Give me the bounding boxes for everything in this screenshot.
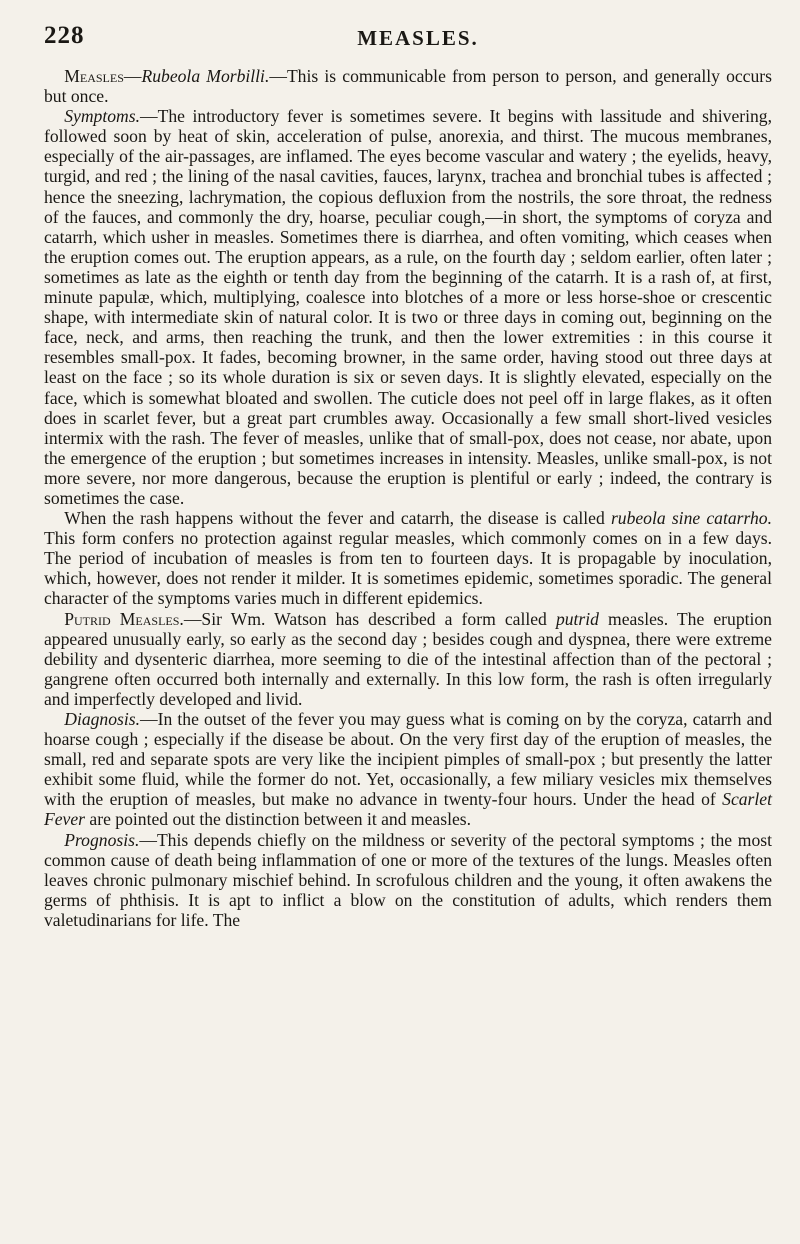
paragraph-text: —In the outset of the fever you may guess what is coming on by the coryza, catarrh and hoarse cough ; especially if the disease be about. On the very first day of the eruption of measles, the small, red and separate spots are very like the incipient pimples of small-pox ; but presently the latter exhibit some fluid, while the former do not. Yet, occasionally, a few miliary vesicles mix themselves with the eruption of measles, but make no advance in twenty-four hours. Under the head of: [44, 709, 772, 810]
paragraph-diagnosis: [44, 709, 772, 830]
paragraph-text: —The introductory fever is sometimes severe. It begins with lassitude and shivering, followed soon by heat of skin, acceleration of pulse, anorexia, and thirst. The mucous membranes, especially of the air-passages, are inflamed. The eyes become vascular and watery ; the eyelids, heavy, turgid, and red ; the lining of the nasal cavities, fauces, larynx, trachea and bronchial tubes is affected ; hence the sneezing, lachrymation, the copious defluxion from the nostrils, the sore throat, the redness of the fauces, and commonly the dry, hoarse, peculiar cough,—in short, the symptoms of coryza and catarrh, which usher in measles. Sometimes there is diarrhea, and often vomiting, which ceases when the eruption comes out. The eruption appears, as a rule, on the fourth day ; seldom earlier, often later ; sometimes as late as the eighth or tenth day from the beginning of the catarrh. It is a rash of, at first, minute papulæ, which, multiplying, coalesce into blotches of a more or less horse-shoe or crescentic shape, with intermediate skin of natural color. It is two or three days in coming out, beginning on the face, neck, and arms, then reaching the trunk, and then the lower extremities : in this course it resembles small-pox. It fades, becoming browner, in the same order, having stood out three days at least on the face ; so its whole duration is six or seven days. It is slightly elevated, especially on the face, which is somewhat bloated and swollen. The cuticle does not peel off in large flakes, as it often does in scarlet fever, but a great part crumbles away. Occasionally a few small short-lived vesicles intermix with the rash. The fever of measles, unlike that of small-pox, does not cease, nor abate, upon the emergence of the eruption ; but sometimes increases in intensity. Measles, unlike small-pox, is not more severe, nor more dangerous, because the eruption is plentiful or early ; indeed, the contrary is sometimes the case.: [44, 106, 772, 508]
paragraph-text: are pointed out the distinction between it and measles.: [85, 809, 472, 830]
heading-separator: —: [123, 66, 142, 86]
italic-term: Scarlet Fever: [44, 789, 772, 830]
italic-term: putrid: [555, 608, 599, 629]
section-heading: Putrid Measles.: [64, 608, 184, 629]
page-number: 228: [44, 22, 85, 49]
section-heading-italic: Rubeola Morbilli.: [141, 66, 270, 86]
paragraph-putrid-measles: [44, 609, 772, 709]
paragraph-text: —Sir Wm. Watson has described a form called: [183, 608, 556, 629]
section-heading-italic: Diagnosis.: [64, 709, 140, 729]
italic-term: rubeola sine catarrho.: [610, 508, 773, 529]
paragraph-text: This form confers no protection against regular measles, which commonly comes on in a few days. The period of incubation of measles is from ten to fourteen days. It is propagable by inoculation, which, however, does not render it milder. It is sometimes epidemic, sometimes sporadic. The general character of the symptoms varies much in different epidemics.: [44, 528, 772, 609]
paragraph-sine-catarrho: [44, 508, 772, 608]
paragraph-text: measles. The eruption appeared unusually early, so early as the second day ; besides cough and dyspnea, there were extreme debility and dysenteric diarrhea, more seeming to die of the intestinal affection than of the pectoral ; gangrene often occurred both internally and externally. In this low form, the rash is often irregularly and imperfectly developed and livid.: [44, 608, 772, 709]
paragraph-text: —This depends chiefly on the mildness or severity of the pectoral symptoms ; the most common cause of death being inflammation of one or more of the textures of the lungs. Measles often leaves chronic pulmonary mischief behind. In scrofulous children and the young, it often awakens the germs of phthisis. It is apt to inflict a blow on the constitution of adults, which renders them valetudinarians for life. The: [44, 829, 772, 930]
paragraph-text: —This is communicable from person to person, and generally occurs but once.: [44, 66, 772, 107]
paragraph-prognosis: [44, 830, 772, 930]
paragraph-intro: [44, 66, 772, 106]
paragraph-text: When the rash happens without the fever and catarrh, the disease is called: [64, 508, 611, 529]
section-heading: Measles: [64, 66, 124, 86]
section-heading-italic: Prognosis.: [64, 829, 140, 850]
paragraph-symptoms: [44, 106, 772, 508]
body-text: [44, 66, 772, 930]
section-heading-italic: Symptoms.: [64, 106, 140, 127]
running-head: MEASLES.: [357, 26, 479, 50]
page-header: [44, 0, 772, 66]
